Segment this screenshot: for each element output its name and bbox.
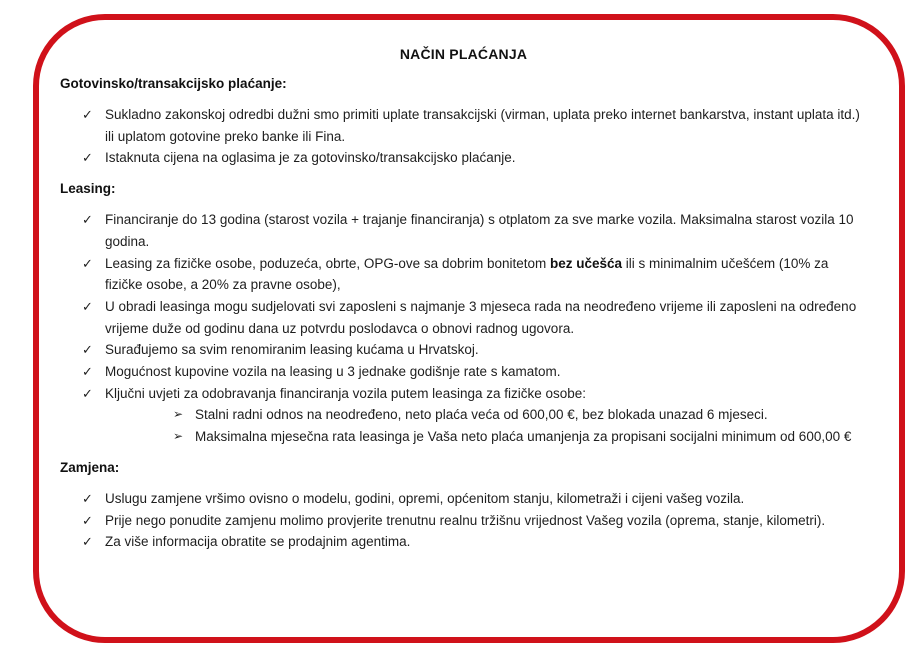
- check-list: [60, 488, 867, 553]
- list-item: [60, 488, 867, 510]
- sections-container: [60, 73, 867, 553]
- check-icon: ✓: [82, 150, 93, 166]
- list-item-text: [105, 256, 828, 293]
- list-item: [60, 361, 867, 383]
- check-icon: ✓: [82, 385, 93, 401]
- arrow-icon: ➢: [173, 407, 184, 422]
- sub-list-item-text: Stalni radni odnos na neodređeno, neto plaća veća od 600,00 €, bez blokada unazad 6 mjeseci.: [195, 407, 768, 423]
- sub-list-item: [105, 426, 867, 448]
- list-item-text: [105, 107, 860, 144]
- section: [60, 73, 867, 169]
- list-item-text: [105, 150, 515, 165]
- text-segment: Sukladno zakonskoj odredbi dužni smo primiti uplate transakcijski (virman, uplata preko internet bankarstva, instant uplata itd.) ili uplatom gotovine preko banke ili Fina.: [105, 107, 860, 144]
- sub-list-item: [105, 404, 867, 426]
- list-item-text: [105, 491, 744, 506]
- text-segment: U obradi leasinga mogu sudjelovati svi zaposleni s najmanje 3 mjeseca rada na neodređeno vrijeme ili zaposleni na određeno vrijeme duže od godinu dana uz potvrdu poslodavca o obnovi radnog ugovora.: [105, 298, 857, 336]
- check-icon: ✓: [82, 534, 93, 550]
- document-content: [60, 43, 867, 553]
- list-item-text: [105, 534, 410, 549]
- sub-list-item-text: Maksimalna mjesečna rata leasinga je Vaša neto plaća umanjenja za propisani socijalni minimum od 600,00 €: [195, 429, 852, 445]
- text-segment: Mogućnost kupovine vozila na leasing u 3 jednake godišnje rate s kamatom.: [105, 364, 561, 380]
- list-item: [60, 383, 867, 448]
- list-item: [60, 510, 867, 532]
- list-item-text: [105, 513, 825, 528]
- check-icon: ✓: [82, 107, 93, 122]
- list-item: [60, 253, 867, 296]
- list-item: [60, 531, 867, 553]
- section: [60, 178, 867, 448]
- text-segment: Leasing za fizičke osobe, poduzeća, obrte, OPG-ove sa dobrim bonitetom: [105, 255, 550, 271]
- section-heading: Gotovinsko/transakcijsko plaćanje:: [60, 76, 287, 91]
- text-segment: Istaknuta cijena na oglasima je za gotovinsko/transakcijsko plaćanje.: [105, 150, 516, 166]
- text-segment: Surađujemo sa svim renomiranim leasing kućama u Hrvatskoj.: [105, 342, 479, 358]
- text-segment: Prije nego ponudite zamjenu molimo provjerite trenutnu realnu tržišnu vrijednost Vašeg vozila (oprema, stanje, kilometri).: [105, 512, 826, 528]
- check-icon: ✓: [82, 490, 93, 506]
- section-heading: Zamjena:: [60, 459, 120, 475]
- section: [60, 457, 867, 553]
- check-list: [60, 209, 867, 448]
- list-item: [60, 147, 867, 169]
- list-item: [60, 296, 867, 339]
- bold-text-segment: bez učešća: [550, 255, 623, 271]
- list-item-text: [105, 386, 586, 401]
- list-item-text: [105, 212, 853, 249]
- text-segment: Uslugu zamjene vršimo ovisno o modelu, godini, opremi, općenitom stanju, kilometraži i cijeni vašeg vozila.: [105, 490, 745, 506]
- sub-list: [105, 404, 867, 447]
- list-item: [60, 339, 867, 361]
- arrow-icon: ➢: [173, 429, 184, 444]
- list-item: [60, 209, 867, 252]
- list-item: [60, 104, 867, 147]
- text-segment: Ključni uvjeti za odobravanja financiranja vozila putem leasinga za fizičke osobe:: [105, 385, 587, 401]
- check-icon: ✓: [82, 364, 93, 380]
- red-border-frame: [33, 14, 905, 643]
- check-list: [60, 104, 867, 169]
- check-icon: ✓: [82, 342, 93, 358]
- text-segment: Financiranje do 13 godina (starost vozila + trajanje financiranja) s otplatom za sve marke vozila. Maksimalna starost vozila 10 godina.: [105, 212, 854, 249]
- text-segment: ili s minimalnim učešćem (10% za fizičke osobe, a 20% za pravne osobe),: [105, 255, 829, 293]
- check-icon: ✓: [82, 512, 93, 528]
- section-heading: Leasing:: [60, 181, 116, 197]
- check-icon: ✓: [82, 298, 93, 314]
- list-item-text: [105, 299, 856, 336]
- document-title: NAČIN PLAĆANJA: [399, 46, 528, 62]
- check-icon: ✓: [82, 255, 93, 271]
- check-icon: ✓: [82, 212, 93, 228]
- list-item-text: [105, 364, 561, 379]
- list-item-text: [105, 342, 479, 357]
- text-segment: Za više informacija obratite se prodajnim agentima.: [105, 534, 411, 550]
